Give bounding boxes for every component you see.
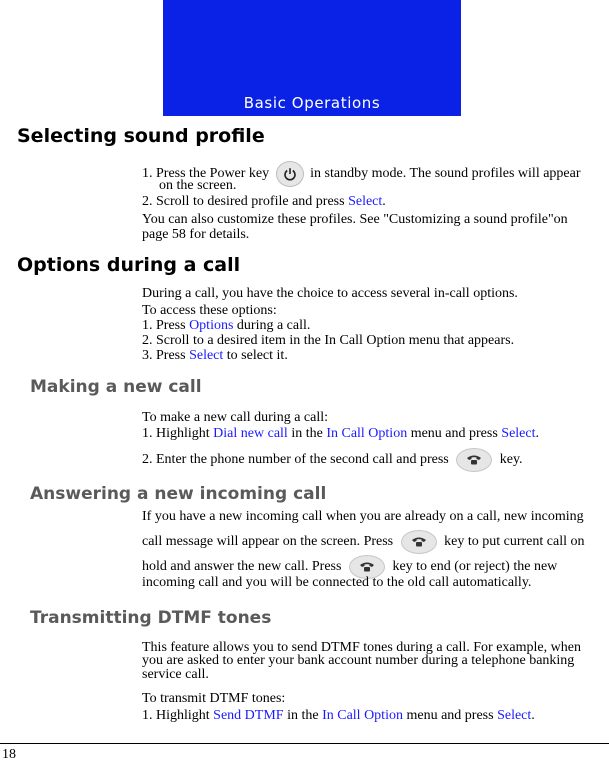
chapter-title: Basic Operations (243, 94, 381, 112)
select-link[interactable]: Select (189, 348, 224, 363)
dial-new-call-link[interactable]: Dial new call (213, 426, 288, 441)
heading-answering-incoming-call: Answering a new incoming call (30, 484, 327, 504)
in-call-option-link[interactable]: In Call Option (326, 426, 408, 441)
select-link[interactable]: Select (497, 708, 532, 723)
incoming-line-4: incoming call and you will be connected to the old call automatically. (142, 575, 532, 590)
incoming-line-2: call message will appear on the screen. Press key to put current call on (142, 530, 606, 554)
sound-profile-step-1: 1. Press the Power key in standby mode. The sound profiles will appear (142, 161, 606, 187)
heading-selecting-sound-profile: Selecting sound profile (17, 125, 265, 147)
in-call-option-link[interactable]: In Call Option (322, 708, 403, 723)
footer-divider (0, 743, 609, 744)
options-step-3: 3. Press Select to select it. (142, 348, 288, 363)
send-dtmf-link[interactable]: Send DTMF (213, 708, 284, 723)
sound-profile-note-line-1: You can also customize these profiles. See "Customizing a sound profile"on (142, 212, 568, 227)
call-key-icon (456, 448, 492, 472)
new-call-step-1: 1. Highlight Dial new call in the In Call Option menu and press Select. (142, 426, 540, 441)
dtmf-para-line-3: service call. (142, 667, 209, 682)
sound-profile-step-2: 2. Scroll to desired profile and press Select. (142, 194, 386, 209)
options-step-1: 1. Press Options during a call. (142, 318, 311, 333)
sound-profile-note-line-2: page 58 for details. (142, 227, 250, 242)
heading-transmitting-dtmf: Transmitting DTMF tones (30, 608, 272, 628)
dtmf-para-line-1: This feature allows you to send DTMF tones during a call. For example, when (142, 640, 581, 655)
incoming-line-1: If you have a new incoming call when you are already on a call, new incoming (142, 509, 584, 524)
options-step-2: 2. Scroll to a desired item in the In Call Option menu that appears. (142, 333, 515, 348)
dtmf-intro: To transmit DTMF tones: (142, 691, 286, 706)
incoming-line-3: hold and answer the new call. Press key to end (or reject) the new (142, 555, 606, 579)
sound-profile-step-1-cont: on the screen. (159, 178, 237, 193)
new-call-intro: To make a new call during a call: (142, 410, 328, 425)
new-call-step-2: 2. Enter the phone number of the second call and press key. (142, 448, 606, 472)
options-access: To access these options: (142, 303, 277, 318)
page-number: 18 (2, 747, 16, 762)
dtmf-step-1: 1. Highlight Send DTMF in the In Call Option menu and press Select. (142, 708, 535, 723)
heading-making-new-call: Making a new call (30, 377, 202, 397)
dtmf-para-line-2: you are asked to enter your bank account number during a telephone banking (142, 653, 575, 668)
call-key-icon (401, 530, 437, 554)
select-link[interactable]: Select (348, 194, 383, 209)
options-intro: During a call, you have the choice to access several in-call options. (142, 286, 518, 301)
heading-options-during-call: Options during a call (17, 254, 241, 276)
chapter-banner (163, 0, 461, 116)
options-link[interactable]: Options (189, 318, 234, 333)
select-link[interactable]: Select (501, 426, 536, 441)
